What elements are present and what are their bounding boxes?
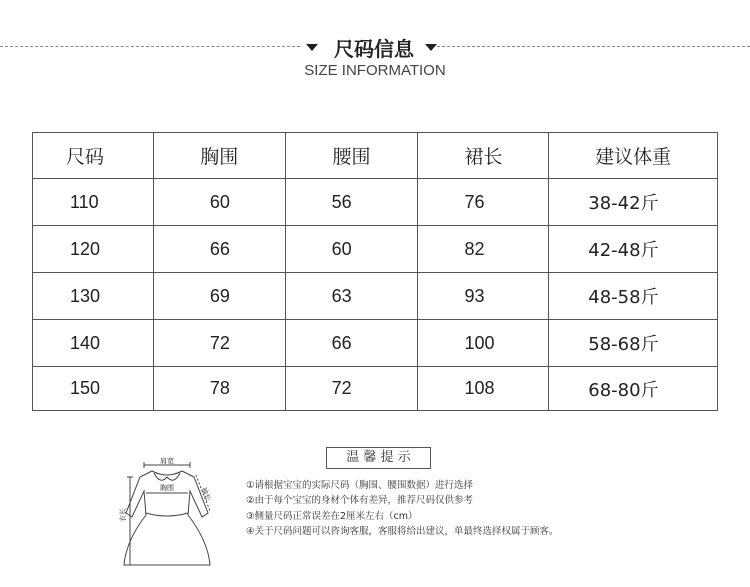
column-header-weight: 建议体重 — [549, 133, 718, 179]
table-row — [33, 226, 718, 273]
cell-chest: 60 — [153, 179, 285, 226]
cell-size: 110 — [33, 179, 154, 226]
cell-chest: 69 — [153, 273, 285, 320]
cell-length: 93 — [418, 273, 549, 320]
cell-weight: 38-42斤 — [549, 179, 718, 226]
body-length-label: 衣长 — [119, 508, 127, 522]
cell-waist: 72 — [285, 367, 418, 411]
cell-length: 76 — [418, 179, 549, 226]
table-row — [33, 367, 718, 411]
cell-chest: 66 — [153, 226, 285, 273]
cell-waist: 63 — [285, 273, 418, 320]
cell-weight: 48-58斤 — [549, 273, 718, 320]
cell-size: 140 — [33, 320, 154, 367]
triangle-down-icon — [425, 44, 437, 51]
table-row — [33, 320, 718, 367]
tip-item: ④关于尺码问题可以咨询客服，客服将给出建议，单最终选择权属于顾客。 — [246, 525, 559, 537]
sleeve-length-label: 袖长 — [199, 486, 213, 503]
table-row — [33, 273, 718, 320]
size-table — [32, 132, 718, 411]
cell-weight: 58-68斤 — [549, 320, 718, 367]
triangle-down-icon — [306, 44, 318, 51]
cell-size: 130 — [33, 273, 154, 320]
cell-waist: 60 — [285, 226, 418, 273]
cell-waist: 56 — [285, 179, 418, 226]
table-row — [33, 179, 718, 226]
section-subtitle: SIZE INFORMATION — [304, 62, 446, 79]
tip-item: ③侧量尺码正常误差在2厘米左右（cm） — [246, 510, 418, 522]
cell-waist: 66 — [285, 320, 418, 367]
cell-size: 120 — [33, 226, 154, 273]
tips-list — [246, 478, 716, 539]
header-divider-right — [437, 46, 750, 47]
shoulder-width-label: 肩宽 — [160, 457, 174, 465]
column-header-waist: 腰围 — [285, 133, 418, 179]
waist-seam — [146, 513, 188, 516]
tips-title: 温 馨 提 示 — [326, 447, 431, 469]
section-title: 尺码信息 — [334, 37, 414, 61]
cell-length: 82 — [418, 226, 549, 273]
cell-chest: 78 — [153, 367, 285, 411]
column-header-chest: 胸围 — [153, 133, 285, 179]
cell-weight: 42-48斤 — [549, 226, 718, 273]
chest-label: 胸围 — [160, 484, 174, 492]
cell-weight: 68-80斤 — [549, 367, 718, 411]
column-header-size: 尺码 — [33, 133, 154, 179]
header-divider-left — [0, 46, 300, 47]
cell-length: 108 — [418, 367, 549, 411]
cell-length: 100 — [418, 320, 549, 367]
cell-size: 150 — [33, 367, 154, 411]
tip-item: ②由于每个宝宝的身材个体有差异，推荐尺码仅供参考 — [246, 495, 474, 507]
column-header-length: 裙长 — [418, 133, 549, 179]
dress-measurement-diagram — [116, 455, 226, 573]
cell-chest: 72 — [153, 320, 285, 367]
tip-item: ①请根据宝宝的实际尺码（胸围、腰围数据）进行选择 — [246, 480, 474, 491]
collar-outline — [154, 473, 180, 480]
table-header-row — [33, 133, 718, 179]
